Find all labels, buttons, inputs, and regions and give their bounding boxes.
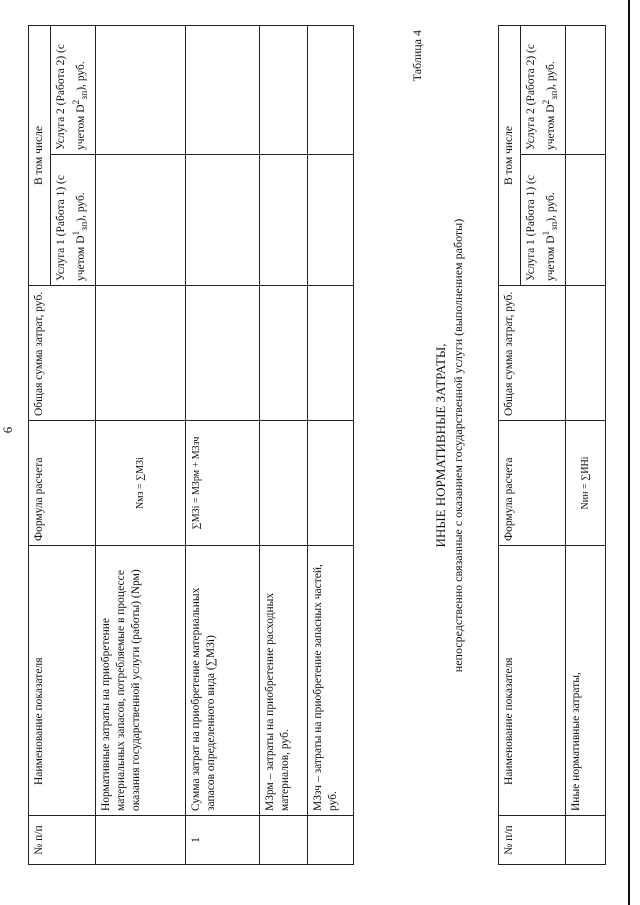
row-num — [566, 816, 606, 865]
header-service1: Услуга 1 (Работа 1) (с учетом $D^1_{зп}$), руб. — [521, 155, 566, 286]
row-name: Сумма затрат на приобретение материальных запасов определенного вида (∑МЗi) — [186, 546, 260, 816]
row-num: 1 — [186, 816, 260, 865]
header-name: Наименование показателя — [499, 546, 566, 816]
row-name: МЗрм – затраты на приобретение расходных материалов, руб. — [260, 546, 308, 816]
header-service1: Услуга 1 (Работа 1) (с учетом $D^1_{зп}$), руб. — [51, 155, 96, 286]
header-num: № п/п — [29, 816, 96, 865]
header-service2: Услуга 2 (Работа 2) (с учетом $D^2_{зп}$), руб. — [521, 26, 566, 155]
scan-edge-line — [628, 0, 630, 905]
header-total: Общая сумма затрат, руб. — [499, 286, 566, 421]
row-name: Иные нормативные затраты, — [566, 546, 606, 816]
row-formula: Nин = ∑ИНi — [566, 421, 606, 546]
page-number: 6 — [0, 426, 15, 434]
row-num — [96, 816, 186, 865]
row-formula: Nмз = ∑МЗi — [96, 421, 186, 546]
header-formula: Формула расчета — [499, 421, 566, 546]
section-subtitle: непосредственно связанные с оказанием государственной услуги (выполнением работы) — [451, 218, 465, 673]
row-name: МЗзч – затраты на приобретение запасных частей, руб. — [308, 546, 354, 816]
row-formula: ∑МЗi = МЗрм + МЗзч — [186, 421, 260, 546]
header-service2: Услуга 2 (Работа 2) (с учетом $D^2_{зп}$), руб. — [51, 26, 96, 155]
header-row — [499, 26, 521, 865]
table-row — [260, 26, 308, 865]
header-including: В том числе — [499, 26, 521, 286]
table-row — [566, 26, 606, 865]
material-costs-table — [28, 25, 354, 865]
other-costs-table — [498, 25, 606, 865]
table-row — [308, 26, 354, 865]
header-formula: Формула расчета — [29, 421, 96, 546]
header-row — [29, 26, 51, 865]
header-name: Наименование показателя — [29, 546, 96, 816]
table-caption: Таблица 4 — [410, 30, 424, 82]
section-title: ИНЫЕ НОРМАТИВНЫЕ ЗАТРАТЫ, — [433, 343, 448, 548]
table-row — [186, 26, 260, 865]
header-total: Общая сумма затрат, руб. — [29, 286, 96, 421]
row-name: Нормативные затраты на приобретение материальных запасов, потребляемые в процессе оказания государственной услуги (работы) (Nрм) — [96, 546, 186, 816]
header-num: № п/п — [499, 816, 566, 865]
table-row — [96, 26, 186, 865]
header-including: В том числе — [29, 26, 51, 286]
